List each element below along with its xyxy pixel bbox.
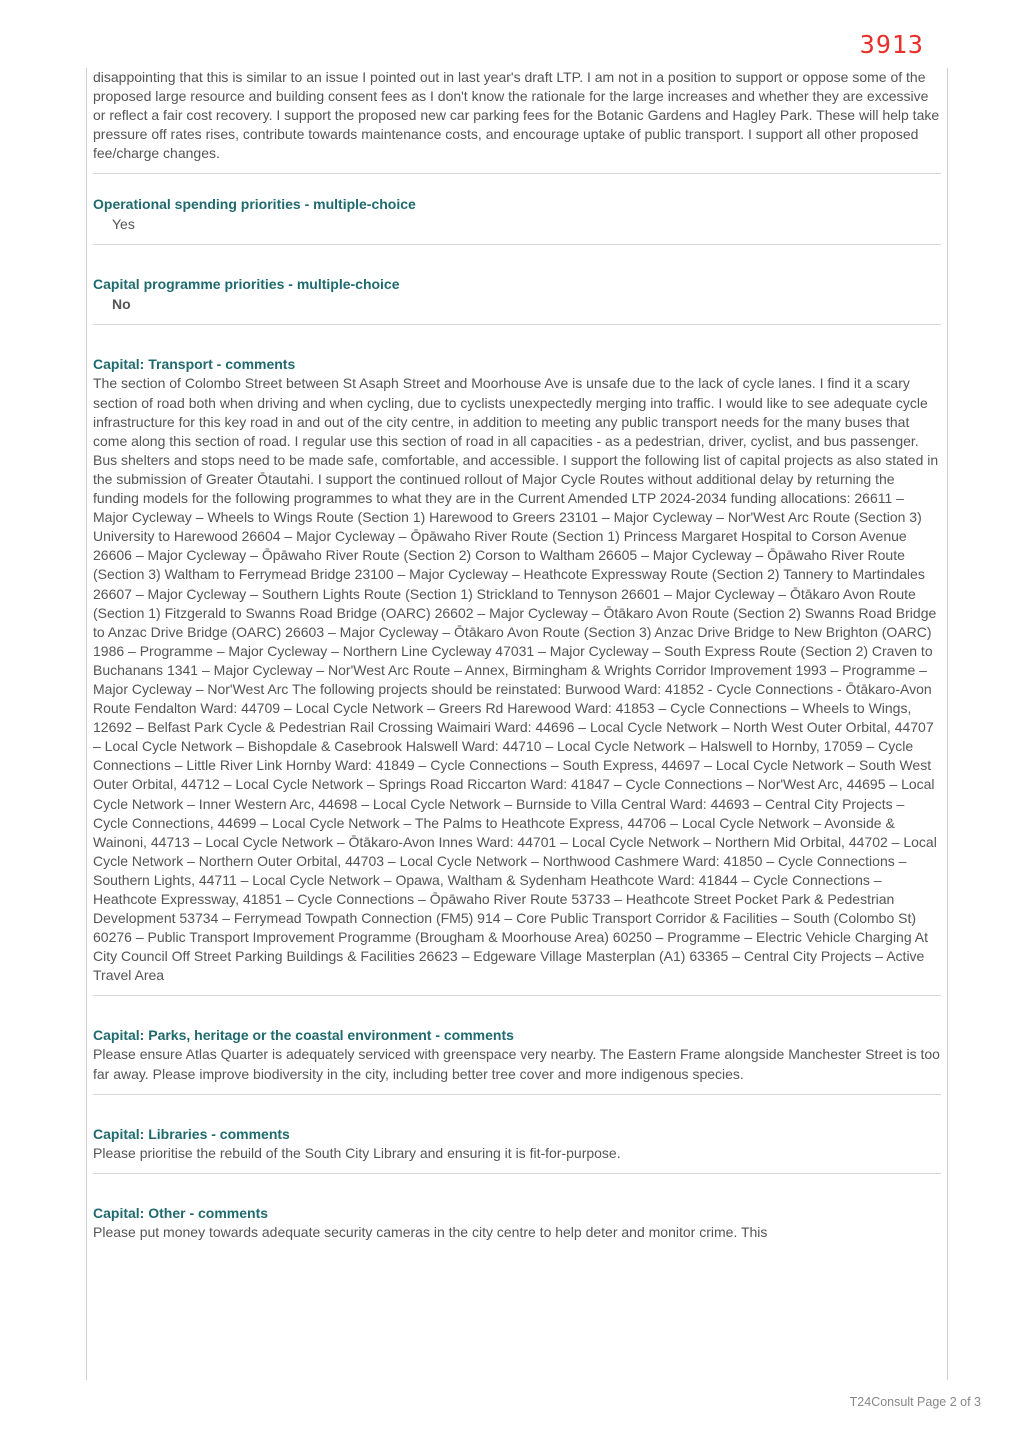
answer-value: No: [112, 296, 131, 313]
comment-text: Please ensure Atlas Quarter is adequately serviced with greenspace very nearby. The Eastern Frame alongside Manchester Street is too far away. Please improve biodiversity in the city, including better tree cover and more indigenous species.: [93, 1046, 940, 1082]
capital-libraries-section: [93, 1125, 941, 1174]
comment-text: Please put money towards adequate security cameras in the city centre to help deter and monitor crime. This: [93, 1223, 768, 1240]
question-title: Capital: Other - comments: [93, 1204, 269, 1221]
page-footer: T24Consult Page 2 of 3: [849, 1395, 981, 1409]
question-title: Capital: Transport - comments: [93, 356, 296, 373]
question-title: Capital programme priorities - multiple-choice: [93, 276, 400, 293]
intro-section: [93, 68, 941, 174]
comment-text: Please prioritise the rebuild of the South City Library and ensuring it is fit-for-purpose.: [93, 1144, 621, 1161]
answer-value: Yes: [112, 216, 135, 233]
capital-other-section: [93, 1204, 941, 1252]
comment-text: The section of Colombo Street between St Asaph Street and Moorhouse Ave is unsafe due to the lack of cycle lanes. I find it a scary section of road both when driving and when cycling, due to cyclists unexpectedly merging into traffic. I would like to see adequate cycle infrastructure for this key road in and out of the city centre, in addition to meeting any public transport needs for the many buses that come along this section of road. I regular use this section of road in all capacities - as a pedestrian, driver, cyclist, and bus passenger. Bus shelters and stops need to be made safe, comfortable, and accessible. I support the following list of capital projects as also stated in the submission of Greater Ōtautahi. I support the continued rollout of Major Cycle Routes without additional delay by returning the funding models for the following programmes to what they are in the Current Amended LTP 2024-2034 funding allocations: 26611 – Major Cycleway – Wheels to Wings Route (Section 1) Harewood to Greers 23101 – Major Cycleway – Nor'West Arc Route (Section 3) University to Harewood 26604 – Major Cycleway – Ōpāwaho River Route (Section 1) Princess Margaret Hospital to Corson Avenue 26606 – Major Cycleway – Ōpāwaho River Route (Section 2) Corson to Waltham 26605 – Major Cycleway – Ōpāwaho River Route (Section 3) Waltham to Ferrymead Bridge 23100 – Major Cycleway – Heathcote Expressway Route (Section 2) Tannery to Martindales 26607 – Major Cycleway – Southern Lights Route (Section 1) Strickland to Tennyson 26601 – Major Cycleway – Ōtākaro Avon Route (Section 1) Fitzgerald to Swanns Road Bridge (OARC) 26602 – Major Cycleway – Ōtākaro Avon Route (Section 2) Swanns Road Bridge to Anzac Drive Bridge (OARC) 26603 – Major Cycleway – Ōtākaro Avon Route (Section 3) Anzac Drive Bridge to New Brighton (OARC) 1986 – Programme – Major Cycleway – Northern Line Cycleway 47031 – Major Cycleway – South Express Route (Section 2) Craven to Buchanans 1341 – Major Cycleway – Nor'West Arc Route – Annex, Birmingham & Wrights Corridor Improvement 1993 – Programme – Major Cycleway – Nor'West Arc The following projects should be reinstated: Burwood Ward: 41852 - Cycle Connections - Ōtākaro-Avon Route Fendalton Ward: 44709 – Local Cycle Network – Greers Rd Harewood Ward: 41853 – Cycle Connections – Wheels to Wings, 12692 – Belfast Park Cycle & Pedestrian Rail Crossing Waimairi Ward: 44696 – Local Cycle Network – North West Outer Orbital, 44707 – Local Cycle Network – Bishopdale & Casebrook Halswell Ward: 44710 – Local Cycle Network – Halswell to Hornby, 17059 – Cycle Connections – Little River Link Hornby Ward: 41849 – Cycle Connections – South Express, 44697 – Local Cycle Network – South West Outer Orbital, 44712 – Local Cycle Network – Springs Road Riccarton Ward: 41847 – Cycle Connections – Nor'West Arc, 44695 – Local Cycle Network – Inner Western Arc, 44698 – Local Cycle Network – Burnside to Villa Central Ward: 44693 – Central City Projects – Cycle Connections, 44699 – Local Cycle Network – The Palms to Heathcote Express, 44706 – Local Cycle Network – Avonside & Wainoni, 44713 – Local Cycle Network – Ōtākaro-Avon Innes Ward: 44701 – Local Cycle Network – Northern Mid Orbital, 44702 – Local Cycle Network – Northern Outer Orbital, 44703 – Local Cycle Network – Northwood Cashmere Ward: 41850 – Cycle Connections – Southern Lights, 44711 – Local Cycle Network – Opawa, Waltham & Sydenham Heathcote Ward: 41844 – Cycle Connections – Heathcote Expressway, 41851 – Cycle Connections – Ōpāwaho River Route 53733 – Heathcote Street Pocket Park & Pedestrian Development 53734 – Ferrymead Towpath Connection (FM5) 914 – Core Public Transport Corridor & Facilities – South (Colombo St) 60276 – Public Transport Improvement Programme (Brougham & Moorhouse Area) 60250 – Programme – Electric Vehicle Charging At City Council Off Street Parking Buildings & Facilities 26623 – Edgeware Village Masterplan (A1) 63365 – Central City Projects – Active Travel Area: [93, 375, 939, 984]
capital-transport-section: [93, 355, 941, 996]
question-title: Capital: Libraries - comments: [93, 1125, 290, 1142]
capital-parks-section: [93, 1026, 941, 1094]
question-title: Capital: Parks, heritage or the coastal environment - comments: [93, 1027, 514, 1044]
page-number: 3913: [859, 30, 924, 59]
capital-programme-section: [93, 275, 941, 325]
operational-spending-section: [93, 195, 941, 245]
submission-content: [93, 68, 941, 1273]
question-title: Operational spending priorities - multiple-choice: [93, 196, 416, 213]
intro-text: disappointing that this is similar to an issue I pointed out in last year's draft LTP. I am not in a position to support or oppose some of the proposed large resource and building consent fees as I don't know the rationale for the large increases and whether they are excessive or reflect a fair cost recovery. I support the proposed new car parking fees for the Botanic Gardens and Hagley Park. These will help take pressure off rates rises, contribute towards maintenance costs, and encourage uptake of public transport. I support all other proposed fee/charge changes.: [93, 69, 940, 162]
